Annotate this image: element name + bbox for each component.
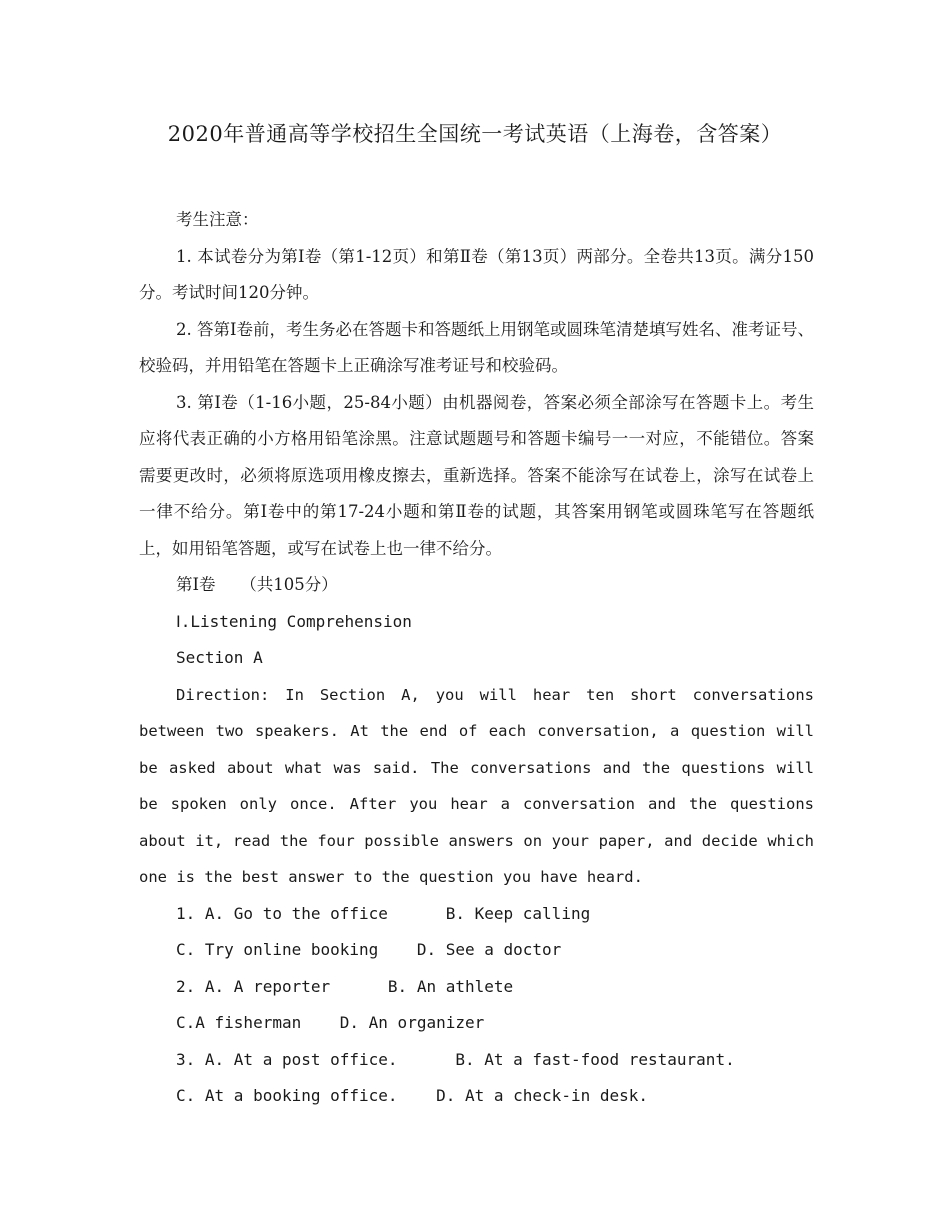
- question-3-line-1: 3. A. At a post office. B. At a fast-food restaurant.: [176, 1049, 735, 1069]
- section-roman-heading: Ⅰ.Listening Comprehension: [176, 611, 412, 631]
- direction-text: Direction: In Section A, you will hear ten short conversations between two speakers. At the end of each conversation, a question will be asked about what was said. The conversations and the questions will be spoken only once. After you hear a conversation and the questions about it, read the four possible answers on your paper, and decide which one is the best answer to the question you have heard.: [139, 685, 814, 886]
- question-1-line-2: C. Try online booking D. See a doctor: [176, 940, 562, 959]
- question-3-line-2: C. At a booking office. D. At a check-in desk.: [176, 1086, 649, 1105]
- notice-heading: 考生注意：: [176, 210, 259, 229]
- notice-block: [139, 202, 814, 1115]
- part-heading: 第Ⅰ卷 （共105分）: [176, 575, 338, 594]
- question-2-line-1: 2. A. A reporter B. An athlete: [176, 976, 514, 996]
- page-title: 2020年普通高等学校招生全国统一考试英语（上海卷，含答案）: [167, 122, 783, 146]
- notice-item-1: 1. 本试卷分为第Ⅰ卷（第1-12页）和第Ⅱ卷（第13页）两部分。全卷共13页。满分150分。考试时间120分钟。: [139, 246, 814, 302]
- question-1-line-1: 1. A. Go to the office B. Keep calling: [176, 903, 591, 923]
- question-2-line-2: C.A fisherman D. An organizer: [176, 1013, 485, 1032]
- section-name: Section A: [176, 648, 263, 667]
- notice-item-2: 2. 答第Ⅰ卷前，考生务必在答题卡和答题纸上用钢笔或圆珠笔清楚填写姓名、准考证号、校验码，并用铅笔在答题卡上正确涂写准考证号和校验码。: [139, 319, 815, 375]
- notice-item-3: 3. 第Ⅰ卷（1-16小题，25-84小题）由机器阅卷，答案必须全部涂写在答题卡上。考生应将代表正确的小方格用铅笔涂黑。注意试题题号和答题卡编号一一对应，不能错位。答案需要更改时，必须将原选项用橡皮擦去，重新选择。答案不能涂写在试卷上，涂写在试卷上一律不给分。第Ⅰ卷中的第17-24小题和第Ⅱ卷的试题，其答案用钢笔或圆珠笔写在答题纸上，如用铅笔答题，或写在试卷上也一律不给分。: [139, 392, 814, 558]
